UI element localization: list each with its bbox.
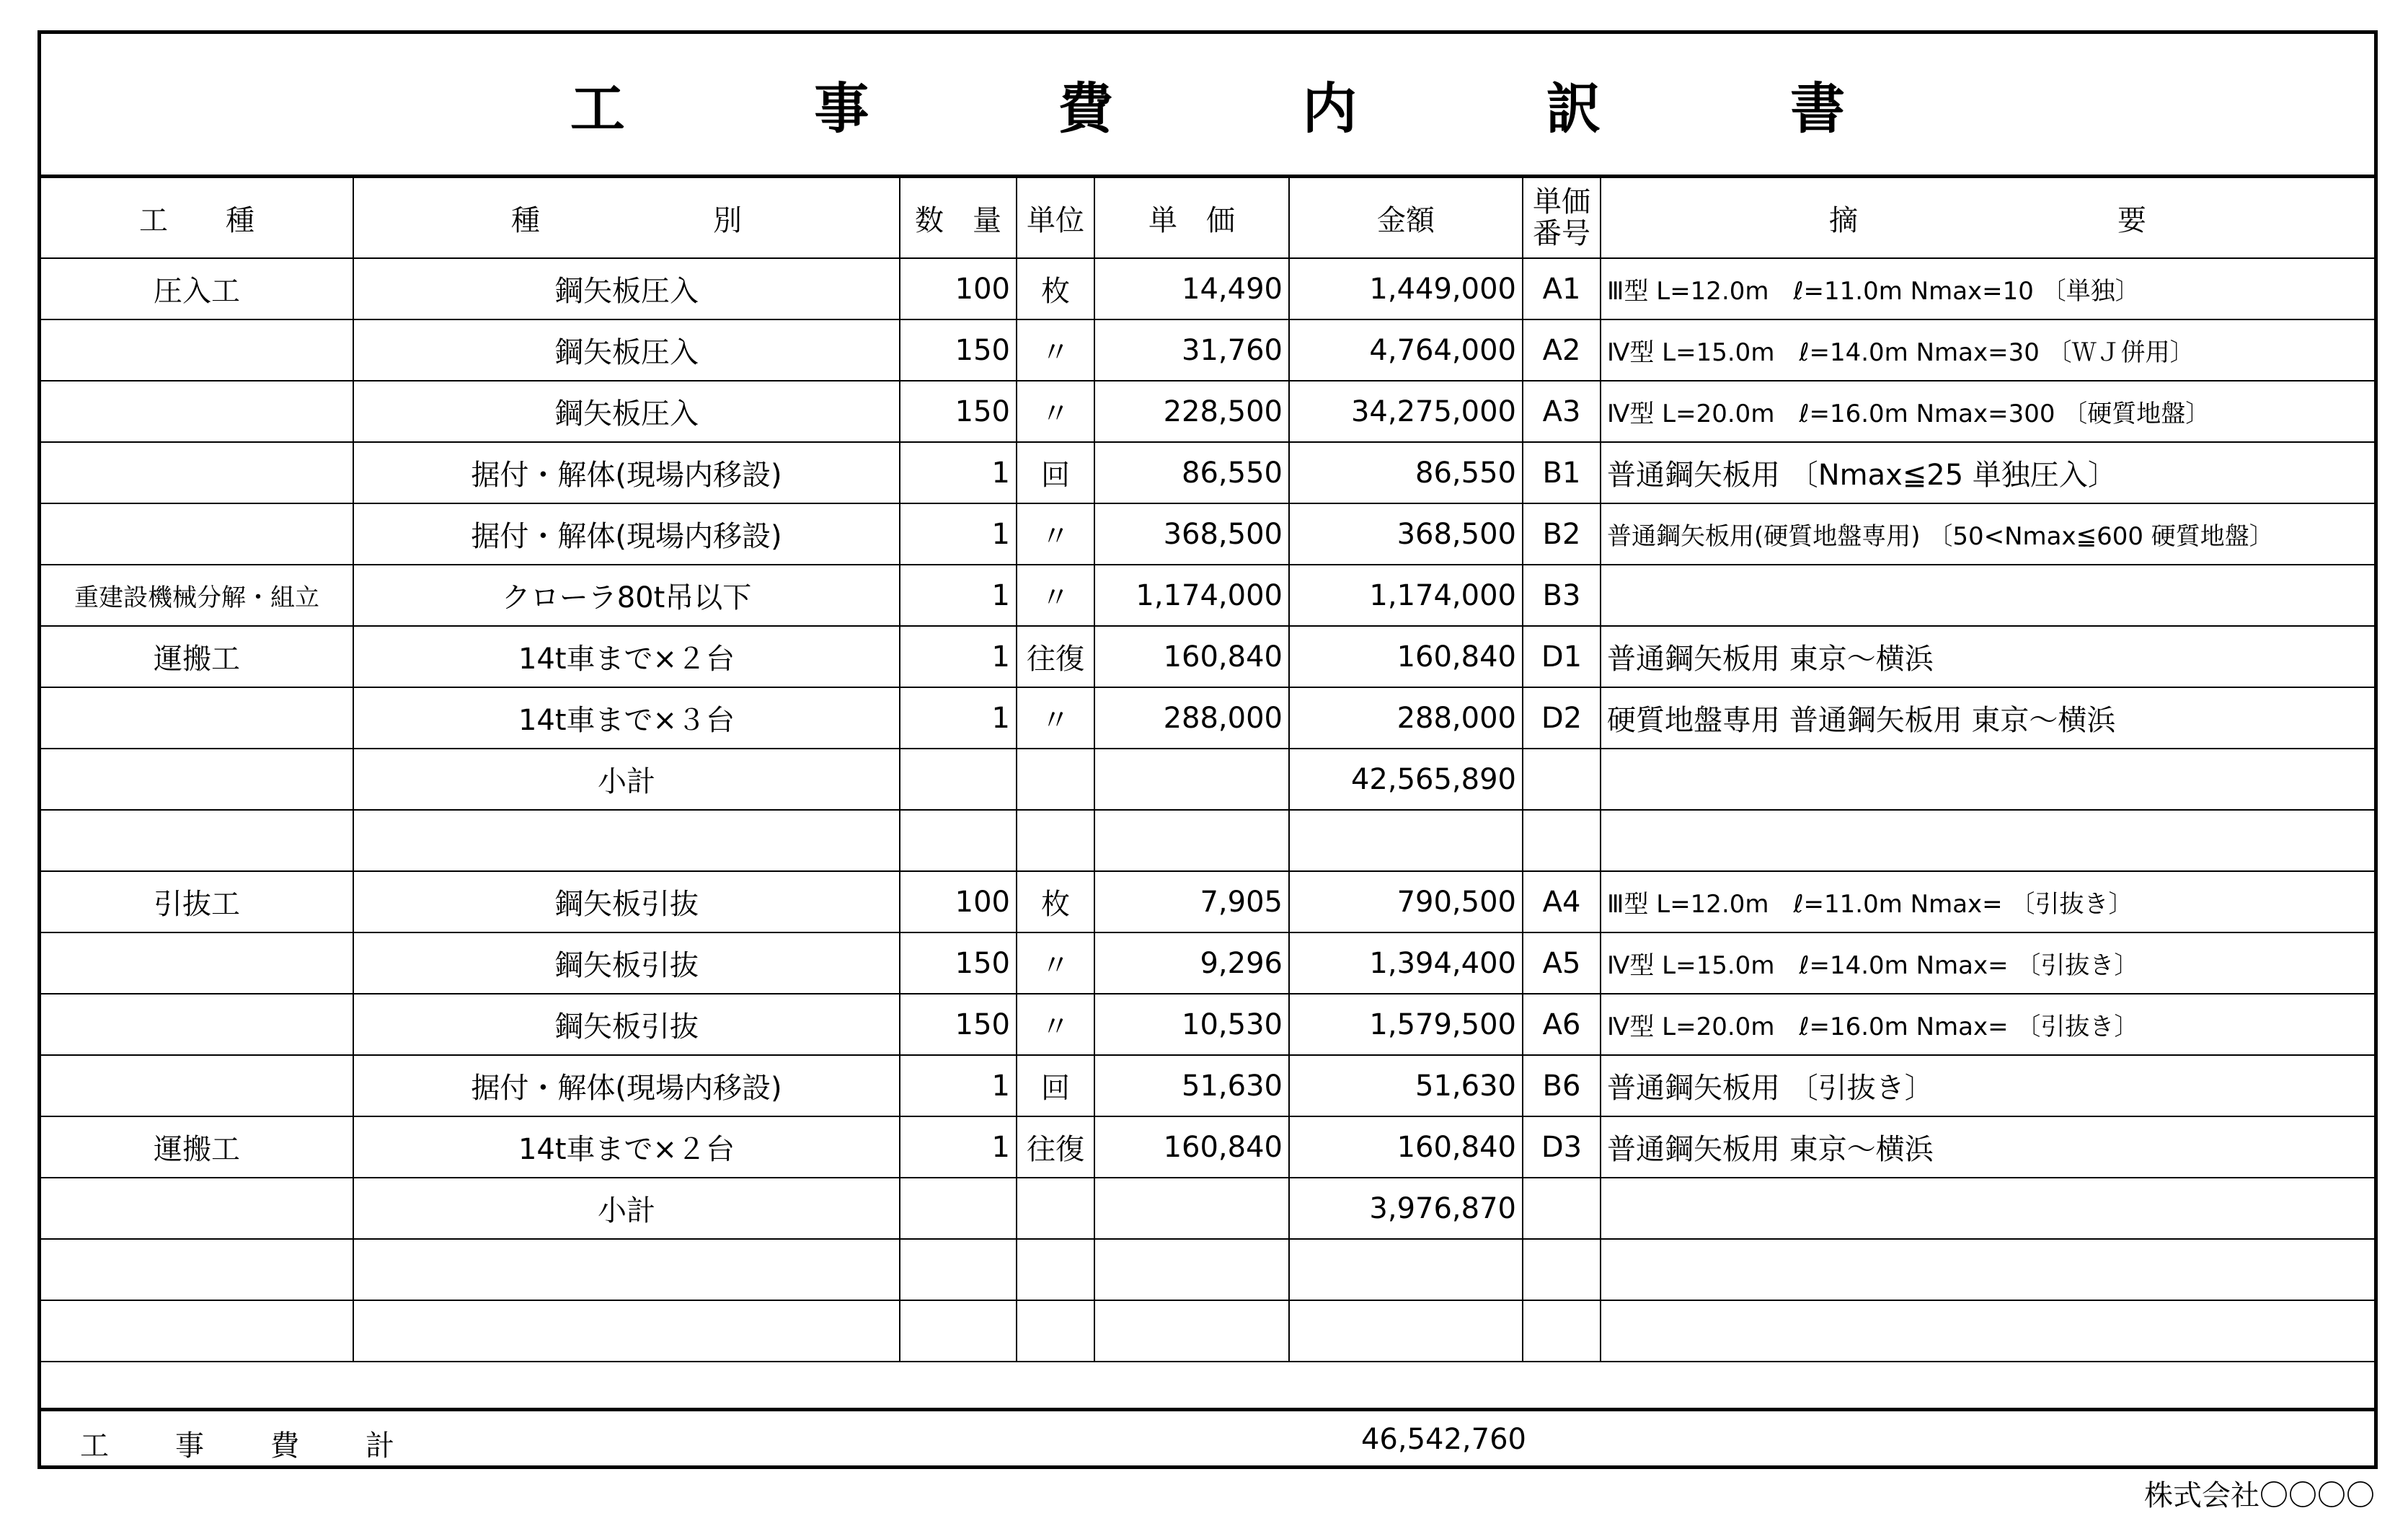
cell-amount: 1,449,000 bbox=[1289, 258, 1523, 319]
cell-code bbox=[1523, 1239, 1601, 1300]
cell-amount: 790,500 bbox=[1289, 871, 1523, 932]
cell-qty: 150 bbox=[900, 381, 1017, 442]
cell-unit bbox=[1017, 1300, 1094, 1362]
cell-amount: 3,976,870 bbox=[1289, 1178, 1523, 1239]
header-amount: 金額 bbox=[1289, 178, 1523, 258]
cell-qty: 1 bbox=[900, 503, 1017, 565]
cell-remarks: Ⅲ型 L=12.0m ℓ=11.0m Nmax= 〔引抜き〕 bbox=[1601, 871, 2374, 932]
cell-price: 86,550 bbox=[1094, 442, 1289, 503]
cell-kind bbox=[41, 687, 353, 749]
cell-unit: 〃 bbox=[1017, 994, 1094, 1055]
cell-type: 鋼矢板引抜 bbox=[353, 871, 900, 932]
cell-price bbox=[1094, 749, 1289, 810]
table-row bbox=[41, 1300, 2374, 1362]
cell-kind bbox=[41, 1239, 353, 1300]
cell-remarks: 硬質地盤専用 普通鋼矢板用 東京～横浜 bbox=[1601, 687, 2374, 749]
cost-table bbox=[41, 178, 2374, 1362]
cell-price: 51,630 bbox=[1094, 1055, 1289, 1116]
cell-type: 小計 bbox=[353, 1178, 900, 1239]
cell-price: 368,500 bbox=[1094, 503, 1289, 565]
cell-amount: 1,174,000 bbox=[1289, 565, 1523, 626]
cell-qty bbox=[900, 1300, 1017, 1362]
cell-type: 鋼矢板圧入 bbox=[353, 319, 900, 381]
table-row bbox=[41, 1239, 2374, 1300]
cell-remarks: Ⅳ型 L=20.0m ℓ=16.0m Nmax= 〔引抜き〕 bbox=[1601, 994, 2374, 1055]
cell-unit: 回 bbox=[1017, 442, 1094, 503]
cell-type bbox=[353, 1239, 900, 1300]
cell-kind bbox=[41, 1055, 353, 1116]
cell-amount: 1,394,400 bbox=[1289, 932, 1523, 994]
cell-unit: 枚 bbox=[1017, 871, 1094, 932]
cell-type: 鋼矢板圧入 bbox=[353, 381, 900, 442]
cell-price: 1,174,000 bbox=[1094, 565, 1289, 626]
cell-unit bbox=[1017, 749, 1094, 810]
cell-code: D2 bbox=[1523, 687, 1601, 749]
cell-type: 据付・解体(現場内移設) bbox=[353, 1055, 900, 1116]
cell-amount: 34,275,000 bbox=[1289, 381, 1523, 442]
cell-remarks bbox=[1601, 1300, 2374, 1362]
document-title: 工 事 費 内 訳 書 bbox=[570, 76, 1931, 141]
cell-remarks: Ⅳ型 L=15.0m ℓ=14.0m Nmax= 〔引抜き〕 bbox=[1601, 932, 2374, 994]
cell-kind: 運搬工 bbox=[41, 1116, 353, 1178]
cell-qty: 1 bbox=[900, 687, 1017, 749]
cell-remarks bbox=[1601, 565, 2374, 626]
cell-code: A1 bbox=[1523, 258, 1601, 319]
cell-remarks bbox=[1601, 749, 2374, 810]
header-code bbox=[1523, 178, 1601, 258]
cell-qty: 150 bbox=[900, 932, 1017, 994]
table-row bbox=[41, 626, 2374, 687]
total-row bbox=[41, 1408, 2374, 1465]
cell-unit: 〃 bbox=[1017, 565, 1094, 626]
header-unit: 単位 bbox=[1017, 178, 1094, 258]
cell-code bbox=[1523, 749, 1601, 810]
cell-type: 14t車まで×２台 bbox=[353, 1116, 900, 1178]
cell-type: 小計 bbox=[353, 749, 900, 810]
cell-unit bbox=[1017, 810, 1094, 871]
cell-amount: 51,630 bbox=[1289, 1055, 1523, 1116]
cell-amount: 86,550 bbox=[1289, 442, 1523, 503]
cell-kind bbox=[41, 381, 353, 442]
total-label: 工 事 費 計 bbox=[80, 1429, 413, 1463]
cell-code: A2 bbox=[1523, 319, 1601, 381]
cell-price bbox=[1094, 1239, 1289, 1300]
cell-code: A4 bbox=[1523, 871, 1601, 932]
cell-remarks: 普通鋼矢板用(硬質地盤専用) 〔50<Nmax≦600 硬質地盤〕 bbox=[1601, 503, 2374, 565]
cell-code: B1 bbox=[1523, 442, 1601, 503]
cell-amount: 368,500 bbox=[1289, 503, 1523, 565]
cell-amount: 160,840 bbox=[1289, 1116, 1523, 1178]
cell-qty: 1 bbox=[900, 1055, 1017, 1116]
cell-price: 10,530 bbox=[1094, 994, 1289, 1055]
cell-kind: 運搬工 bbox=[41, 626, 353, 687]
cell-kind: 圧入工 bbox=[41, 258, 353, 319]
cell-remarks: Ⅲ型 L=12.0m ℓ=11.0m Nmax=10 〔単独〕 bbox=[1601, 258, 2374, 319]
cell-remarks bbox=[1601, 1239, 2374, 1300]
header-code-line2: 番号 bbox=[1533, 217, 1590, 250]
cell-qty: 1 bbox=[900, 1116, 1017, 1178]
cell-price: 7,905 bbox=[1094, 871, 1289, 932]
cell-code: D1 bbox=[1523, 626, 1601, 687]
cell-type: 据付・解体(現場内移設) bbox=[353, 442, 900, 503]
cell-unit bbox=[1017, 1239, 1094, 1300]
total-amount: 46,542,760 bbox=[1360, 1423, 1526, 1456]
cell-amount bbox=[1289, 1239, 1523, 1300]
cost-breakdown-sheet bbox=[37, 30, 2378, 1469]
cell-unit bbox=[1017, 1178, 1094, 1239]
cell-price bbox=[1094, 810, 1289, 871]
cell-remarks: 普通鋼矢板用 〔引抜き〕 bbox=[1601, 1055, 2374, 1116]
cell-amount: 42,565,890 bbox=[1289, 749, 1523, 810]
cell-unit: 枚 bbox=[1017, 258, 1094, 319]
cell-amount bbox=[1289, 810, 1523, 871]
table-row bbox=[41, 1055, 2374, 1116]
cell-qty: 1 bbox=[900, 626, 1017, 687]
table-row bbox=[41, 687, 2374, 749]
cell-type: 鋼矢板引抜 bbox=[353, 994, 900, 1055]
cell-kind bbox=[41, 442, 353, 503]
cell-code bbox=[1523, 810, 1601, 871]
cell-unit: 〃 bbox=[1017, 932, 1094, 994]
cell-code: B3 bbox=[1523, 565, 1601, 626]
cell-qty bbox=[900, 1178, 1017, 1239]
header-qty: 数 量 bbox=[900, 178, 1017, 258]
cell-amount: 288,000 bbox=[1289, 687, 1523, 749]
cell-type: 鋼矢板引抜 bbox=[353, 932, 900, 994]
cell-qty bbox=[900, 810, 1017, 871]
cell-remarks: Ⅳ型 L=15.0m ℓ=14.0m Nmax=30 〔ＷＪ併用〕 bbox=[1601, 319, 2374, 381]
cell-price: 31,760 bbox=[1094, 319, 1289, 381]
cell-kind bbox=[41, 810, 353, 871]
header-type: 種 別 bbox=[353, 178, 900, 258]
cell-amount bbox=[1289, 1300, 1523, 1362]
cell-kind bbox=[41, 1178, 353, 1239]
header-code-line1: 単価 bbox=[1533, 185, 1590, 219]
cell-qty: 1 bbox=[900, 565, 1017, 626]
cell-remarks bbox=[1601, 1178, 2374, 1239]
cell-unit: 〃 bbox=[1017, 381, 1094, 442]
company-name: 株式会社〇〇〇〇 bbox=[2144, 1479, 2375, 1512]
cell-type: 鋼矢板圧入 bbox=[353, 258, 900, 319]
cell-code bbox=[1523, 1178, 1601, 1239]
cell-kind bbox=[41, 319, 353, 381]
cell-amount: 160,840 bbox=[1289, 626, 1523, 687]
cell-qty: 150 bbox=[900, 994, 1017, 1055]
cell-remarks: Ⅳ型 L=20.0m ℓ=16.0m Nmax=300 〔硬質地盤〕 bbox=[1601, 381, 2374, 442]
table-row bbox=[41, 871, 2374, 932]
cell-code: A6 bbox=[1523, 994, 1601, 1055]
cell-price: 160,840 bbox=[1094, 626, 1289, 687]
cell-code: D3 bbox=[1523, 1116, 1601, 1178]
cell-kind bbox=[41, 749, 353, 810]
table-row bbox=[41, 258, 2374, 319]
cell-qty: 100 bbox=[900, 871, 1017, 932]
header-remarks: 摘 要 bbox=[1601, 178, 2374, 258]
cell-remarks: 普通鋼矢板用 東京～横浜 bbox=[1601, 626, 2374, 687]
cell-price bbox=[1094, 1300, 1289, 1362]
table-row bbox=[41, 442, 2374, 503]
cell-type bbox=[353, 1300, 900, 1362]
cell-type: 14t車まで×３台 bbox=[353, 687, 900, 749]
title-row bbox=[41, 34, 2374, 178]
cell-unit: 〃 bbox=[1017, 687, 1094, 749]
cell-unit: 往復 bbox=[1017, 1116, 1094, 1178]
cell-type: 据付・解体(現場内移設) bbox=[353, 503, 900, 565]
cell-amount: 4,764,000 bbox=[1289, 319, 1523, 381]
cell-code bbox=[1523, 1300, 1601, 1362]
cell-kind bbox=[41, 503, 353, 565]
cell-kind: 重建設機械分解・組立 bbox=[41, 565, 353, 626]
cell-code: B6 bbox=[1523, 1055, 1601, 1116]
cell-unit: 往復 bbox=[1017, 626, 1094, 687]
cell-qty bbox=[900, 1239, 1017, 1300]
header-row bbox=[41, 178, 2374, 258]
cell-amount: 1,579,500 bbox=[1289, 994, 1523, 1055]
cell-remarks: 普通鋼矢板用 東京～横浜 bbox=[1601, 1116, 2374, 1178]
header-kind: 工 種 bbox=[41, 178, 353, 258]
table-row bbox=[41, 565, 2374, 626]
cell-kind bbox=[41, 1300, 353, 1362]
cell-unit: 回 bbox=[1017, 1055, 1094, 1116]
cell-code: A3 bbox=[1523, 381, 1601, 442]
cell-kind: 引抜工 bbox=[41, 871, 353, 932]
cell-qty: 100 bbox=[900, 258, 1017, 319]
table-row bbox=[41, 932, 2374, 994]
cell-type: 14t車まで×２台 bbox=[353, 626, 900, 687]
cell-unit: 〃 bbox=[1017, 319, 1094, 381]
table-row bbox=[41, 319, 2374, 381]
cell-qty: 150 bbox=[900, 319, 1017, 381]
cell-type: クローラ80t吊以下 bbox=[353, 565, 900, 626]
cell-qty: 1 bbox=[900, 442, 1017, 503]
cell-code: B2 bbox=[1523, 503, 1601, 565]
cell-qty bbox=[900, 749, 1017, 810]
cell-remarks: 普通鋼矢板用 〔Nmax≦25 単独圧入〕 bbox=[1601, 442, 2374, 503]
cell-price bbox=[1094, 1178, 1289, 1239]
table-row bbox=[41, 1116, 2374, 1178]
cell-type bbox=[353, 810, 900, 871]
cell-price: 228,500 bbox=[1094, 381, 1289, 442]
table-row bbox=[41, 381, 2374, 442]
cell-price: 9,296 bbox=[1094, 932, 1289, 994]
cell-kind bbox=[41, 994, 353, 1055]
cell-remarks bbox=[1601, 810, 2374, 871]
table-row bbox=[41, 1178, 2374, 1239]
cell-price: 288,000 bbox=[1094, 687, 1289, 749]
table-row bbox=[41, 749, 2374, 810]
cell-code: A5 bbox=[1523, 932, 1601, 994]
header-price: 単 価 bbox=[1094, 178, 1289, 258]
table-row bbox=[41, 994, 2374, 1055]
cell-price: 14,490 bbox=[1094, 258, 1289, 319]
table-row bbox=[41, 503, 2374, 565]
cell-unit: 〃 bbox=[1017, 503, 1094, 565]
cell-kind bbox=[41, 932, 353, 994]
cell-price: 160,840 bbox=[1094, 1116, 1289, 1178]
table-row bbox=[41, 810, 2374, 871]
